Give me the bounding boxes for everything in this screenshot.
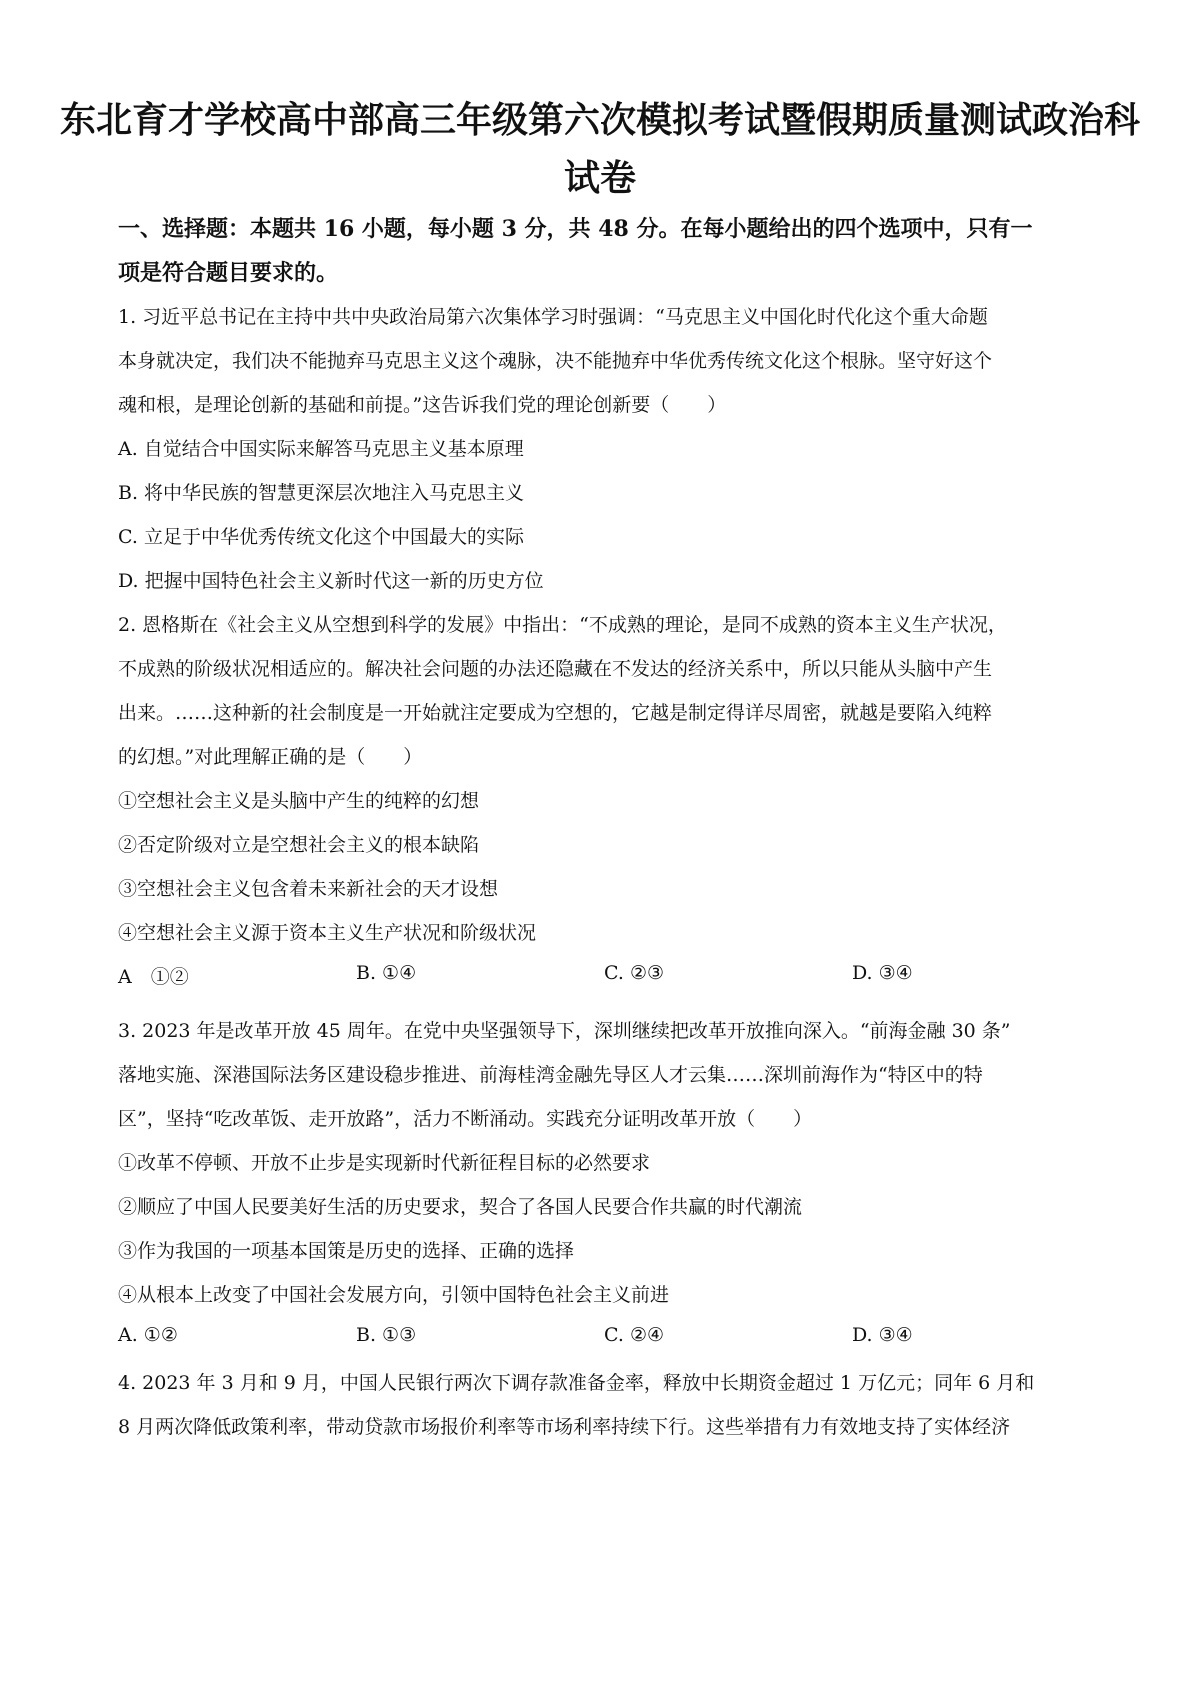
- q2-statement-4: ④空想社会主义源于资本主义生产状况和阶级状况: [118, 922, 537, 944]
- q1-stem-line: 本身就决定，我们决不能抛弃马克思主义这个魂脉，决不能抛弃中华优秀传统文化这个根脉。坚守好这个: [118, 350, 993, 372]
- q3-choice-a: A. ①②: [118, 1324, 178, 1346]
- q1-option-d: D. 把握中国特色社会主义新时代这一新的历史方位: [118, 570, 544, 592]
- q1-stem-line: 1. 习近平总书记在主持中共中央政治局第六次集体学习时强调：“马克思主义中国化时代化这个重大命题: [118, 306, 988, 328]
- q3-choice-c: C. ②④: [604, 1324, 665, 1346]
- q2-statement-2: ②否定阶级对立是空想社会主义的根本缺陷: [118, 834, 480, 856]
- q2-stem-line: 不成熟的阶级状况相适应的。解决社会问题的办法还隐藏在不发达的经济关系中，所以只能从头脑中产生: [118, 658, 993, 680]
- exam-title-line2: 试卷: [563, 157, 636, 199]
- q2-statement-1: ①空想社会主义是头脑中产生的纯粹的幻想: [118, 790, 480, 812]
- q2-statement-3: ③空想社会主义包含着未来新社会的天才设想: [118, 878, 499, 900]
- q3-choice-d: D. ③④: [852, 1324, 913, 1346]
- q2-choice-c: C. ②③: [604, 962, 665, 984]
- q2-stem-line: 的幻想。”对此理解正确的是（ ）: [118, 746, 423, 768]
- q2-choice-d: D. ③④: [852, 962, 913, 984]
- q3-stem-line: 3. 2023 年是改革开放 45 周年。在党中央坚强领导下，深圳继续把改革开放推向深入。“前海金融 30 条”: [118, 1020, 1011, 1042]
- q1-option-b: B. 将中华民族的智慧更深层次地注入马克思主义: [118, 482, 525, 504]
- exam-title-line1: 东北育才学校高中部高三年级第六次模拟考试暨假期质量测试政治科: [60, 99, 1141, 141]
- q2-choice-a: A ①②: [118, 966, 189, 988]
- q3-stem-line: 区”，坚持“吃改革饭、走开放路”，活力不断涌动。实践充分证明改革开放（ ）: [118, 1108, 813, 1130]
- q1-stem-line: 魂和根，是理论创新的基础和前提。”这告诉我们党的理论创新要（ ）: [118, 394, 727, 416]
- q3-stem-line: 落地实施、深港国际法务区建设稳步推进、前海桂湾金融先导区人才云集……深圳前海作为“特区中的特: [118, 1064, 983, 1086]
- q3-statement-2: ②顺应了中国人民要美好生活的历史要求，契合了各国人民要合作共赢的时代潮流: [118, 1196, 803, 1218]
- q2-choice-b: B. ①④: [356, 962, 417, 984]
- section-heading-line1: 一、选择题：本题共 16 小题，每小题 3 分，共 48 分。在每小题给出的四个选项中，只有一: [118, 216, 1033, 242]
- q3-statement-4: ④从根本上改变了中国社会发展方向，引领中国特色社会主义前进: [118, 1284, 670, 1306]
- q1-option-a: A. 自觉结合中国实际来解答马克思主义基本原理: [118, 438, 524, 460]
- q2-stem-line: 出来。……这种新的社会制度是一开始就注定要成为空想的，它越是制定得详尽周密，就越是要陷入纯粹: [118, 702, 993, 724]
- q3-statement-3: ③作为我国的一项基本国策是历史的选择、正确的选择: [118, 1240, 575, 1262]
- q3-choice-b: B. ①③: [356, 1324, 417, 1346]
- q4-stem-line: 4. 2023 年 3 月和 9 月，中国人民银行两次下调存款准备金率，释放中长期资金超过 1 万亿元；同年 6 月和: [118, 1372, 1035, 1394]
- q3-statement-1: ①改革不停顿、开放不止步是实现新时代新征程目标的必然要求: [118, 1152, 651, 1174]
- section-heading-line2: 项是符合题目要求的。: [118, 260, 339, 286]
- q4-stem-line: 8 月两次降低政策利率，带动贷款市场报价利率等市场利率持续下行。这些举措有力有效地支持了实体经济: [118, 1416, 1011, 1438]
- q2-stem-line: 2. 恩格斯在《社会主义从空想到科学的发展》中指出：“不成熟的理论，是同不成熟的资本主义生产状况，: [118, 614, 1007, 636]
- q1-option-c: C. 立足于中华优秀传统文化这个中国最大的实际: [118, 526, 524, 548]
